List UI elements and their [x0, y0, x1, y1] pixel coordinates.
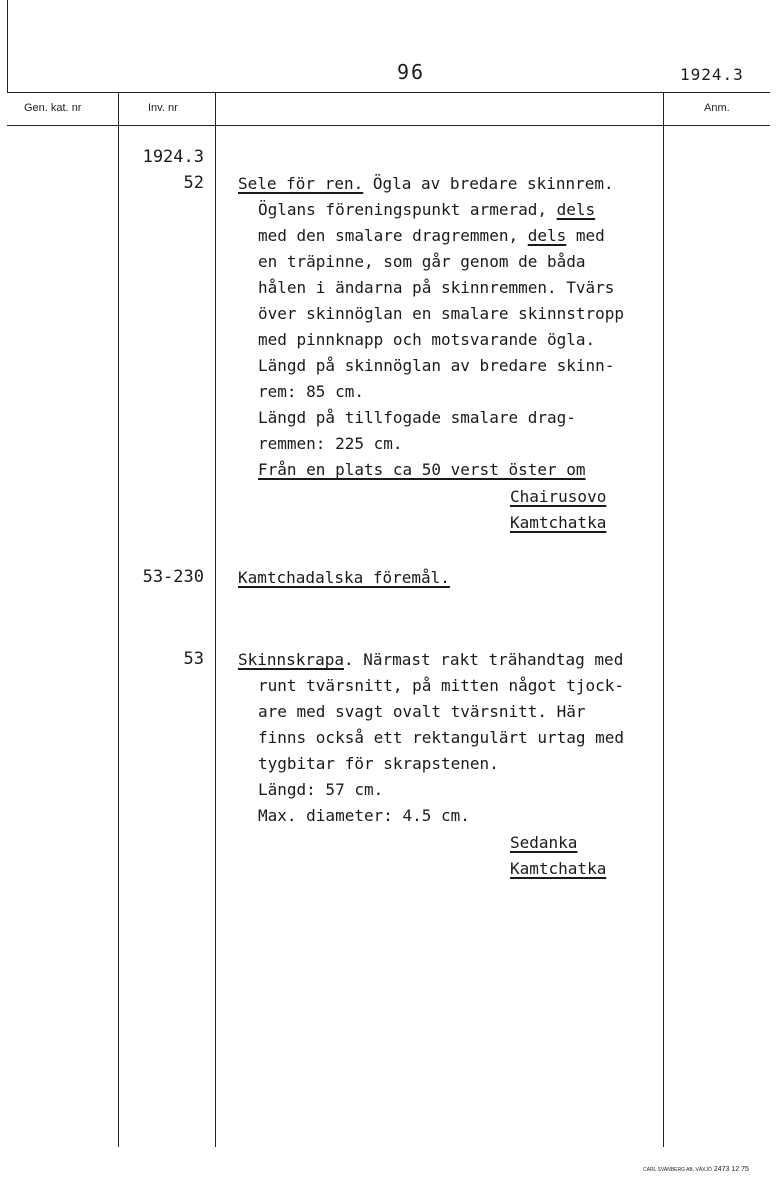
printer-imprint: CARL SVANBERG AB, VÄXJÖ 2473 12 75: [643, 1166, 749, 1173]
entry-52-region: Kamtchatka: [510, 513, 607, 532]
column-divider-3: [663, 92, 664, 1147]
entry-52-dels-1: dels: [556, 200, 596, 219]
entry-52-line-5: hålen i ändarna på skinnremmen. Tvärs: [258, 278, 615, 297]
entry-52-line-4: en träpinne, som går genom de båda: [258, 252, 586, 271]
entry-53-place: Sedanka: [510, 833, 578, 852]
entry-53-line-7: Max. diameter: 4.5 cm.: [258, 806, 470, 825]
entry-53-line-1: Skinnskrapa. Närmast rakt trähandtag med: [238, 650, 624, 669]
entry-52-title: Sele för ren.: [238, 174, 364, 193]
entry-52-place: Chairusovo: [510, 487, 607, 506]
entry-52-line-2: Öglans föreningspunkt armerad, dels: [258, 200, 596, 219]
entry-53-line-2: runt tvärsnitt, på mitten något tjock-: [258, 676, 625, 695]
header-year: 1924.3: [680, 65, 744, 84]
entry-52-line-10: Längd på tillfogade smalare drag-: [258, 408, 576, 427]
entry-53-region: Kamtchatka: [510, 859, 607, 878]
header-top-rule: [7, 92, 770, 93]
group-title: Kamtchadalska föremål.: [238, 568, 450, 587]
entry-53-inv-number: 53: [183, 649, 204, 669]
entry-53-line-4: finns också ett rektangulärt urtag med: [258, 728, 625, 747]
page-number: 96: [397, 60, 426, 84]
entry-52-line-11: remmen: 225 cm.: [258, 434, 403, 453]
group-inv-range: 53-230: [142, 567, 204, 587]
entry-52-year: 1924.3: [142, 147, 204, 167]
entry-52-origin: Från en plats ca 50 verst öster om: [258, 460, 586, 479]
entry-52-line-1: Sele för ren. Ögla av bredare skinnrem.: [238, 174, 614, 193]
entry-52-line-3: med den smalare dragremmen, dels med: [258, 226, 605, 245]
entry-52-line-9: rem: 85 cm.: [258, 382, 364, 401]
form-code: 2473 12 75: [713, 1166, 749, 1173]
column-header-anm: Anm.: [704, 102, 730, 114]
entry-53-title: Skinnskrapa: [238, 650, 344, 669]
column-divider-1: [118, 92, 119, 1147]
column-divider-2: [215, 92, 216, 1147]
column-header-gen-kat-nr: Gen. kat. nr: [24, 102, 82, 114]
left-page-border: [7, 0, 8, 92]
entry-52-line-8: Längd på skinnöglan av bredare skinn-: [258, 356, 615, 375]
entry-53-line-5: tygbitar för skrapstenen.: [258, 754, 499, 773]
entry-52-inv-number: 52: [183, 173, 204, 193]
entry-53-line-3: are med svagt ovalt tvärsnitt. Här: [258, 702, 586, 721]
entry-52-dels-2: dels: [527, 226, 567, 245]
column-header-inv-nr: Inv. nr: [148, 102, 178, 114]
entry-53-line-6: Längd: 57 cm.: [258, 780, 384, 799]
header-bottom-rule: [7, 125, 770, 126]
entry-52-line-6: över skinnöglan en smalare skinnstropp: [258, 304, 625, 323]
entry-52-line-7: med pinnknapp och motsvarande ögla.: [258, 330, 596, 349]
